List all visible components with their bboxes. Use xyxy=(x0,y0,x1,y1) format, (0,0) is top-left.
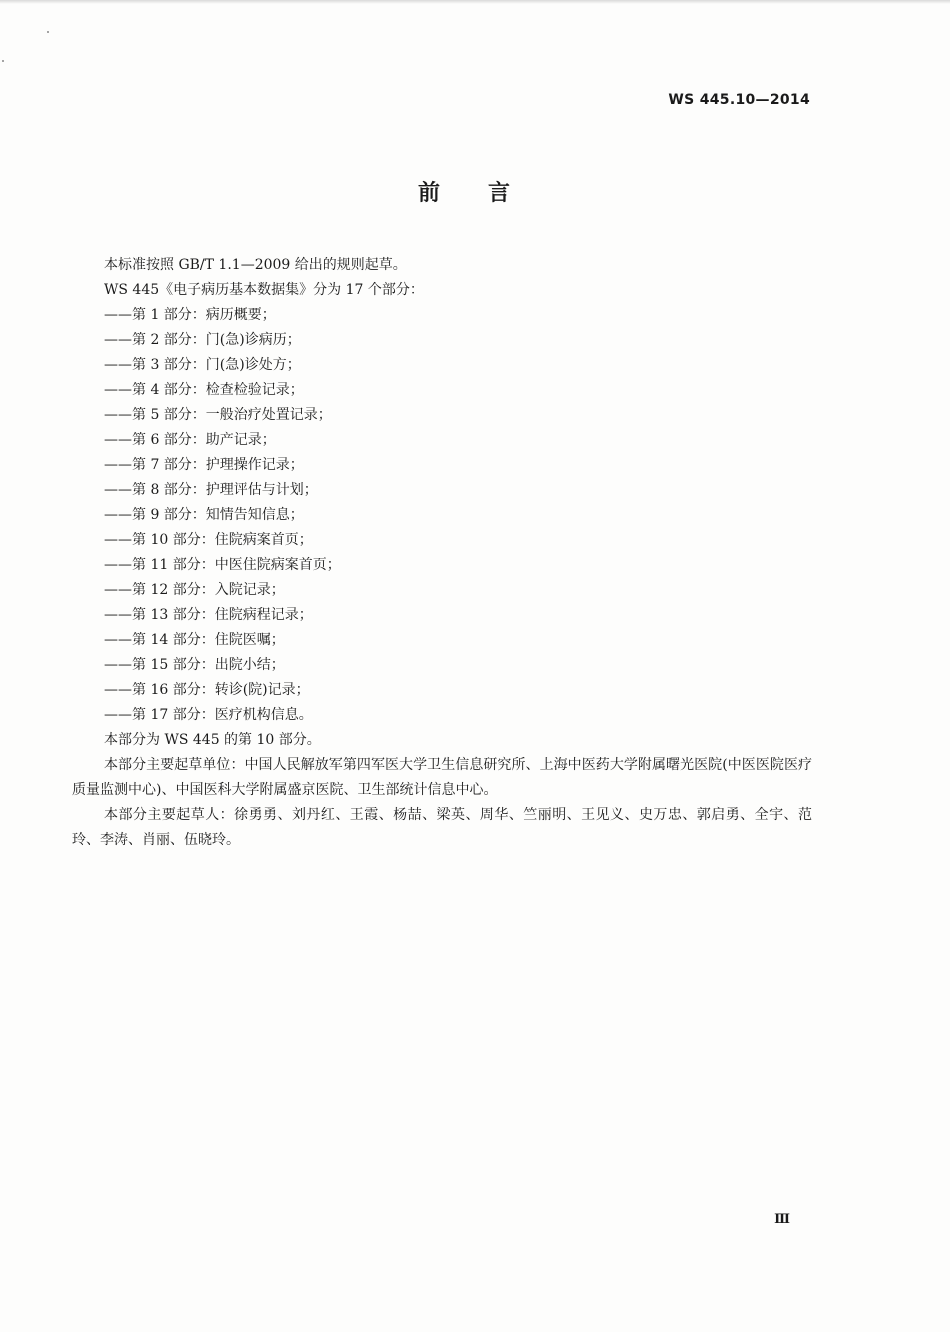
parts-list xyxy=(72,303,812,728)
page-title: 前言 xyxy=(417,181,558,206)
part-number-paragraph: 本部分为 WS 445 的第 10 部分。 xyxy=(104,732,321,748)
drafting-rule-paragraph: 本标准按照 GB/T 1.1—2009 给出的规则起草。 xyxy=(104,257,407,273)
list-item: ——第 8 部分：护理评估与计划； xyxy=(104,482,318,498)
list-item: ——第 9 部分：知情告知信息； xyxy=(104,507,304,523)
drafters-paragraph: 本部分主要起草人：徐勇勇、刘丹红、王霞、杨喆、梁英、周华、竺丽明、王见义、史万忠、郭启勇、全宇、范玲、李涛、肖丽、伍晓玲。 xyxy=(72,807,812,848)
standard-number: WS 445.10—2014 xyxy=(668,92,810,108)
list-item: ——第 11 部分：中医住院病案首页； xyxy=(104,557,341,573)
list-item: ——第 12 部分：入院记录； xyxy=(104,582,285,598)
list-item: ——第 2 部分：门(急)诊病历； xyxy=(104,332,301,348)
list-item: ——第 4 部分：检查检验记录； xyxy=(104,382,304,398)
list-item: ——第 3 部分：门(急)诊处方； xyxy=(104,357,301,373)
list-item: ——第 7 部分：护理操作记录； xyxy=(104,457,304,473)
list-item: ——第 5 部分：一般治疗处置记录； xyxy=(104,407,332,423)
scan-speck xyxy=(2,60,4,62)
list-item: ——第 16 部分：转诊(院)记录； xyxy=(104,682,310,698)
list-item: ——第 15 部分：出院小结； xyxy=(104,657,285,673)
foreword-body xyxy=(72,253,812,853)
list-item: ——第 17 部分：医疗机构信息。 xyxy=(104,707,313,723)
list-item: ——第 6 部分：助产记录； xyxy=(104,432,276,448)
list-item: ——第 13 部分：住院病程记录； xyxy=(104,607,313,623)
drafting-units-paragraph: 本部分主要起草单位：中国人民解放军第四军医大学卫生信息研究所、上海中医药大学附属曙光医院(中医医院医疗质量监测中心)、中国医科大学附属盛京医院、卫生部统计信息中心。 xyxy=(72,757,812,798)
parts-intro-paragraph: WS 445《电子病历基本数据集》分为 17 个部分： xyxy=(104,282,424,298)
list-item: ——第 14 部分：住院医嘱； xyxy=(104,632,285,648)
list-item: ——第 10 部分：住院病案首页； xyxy=(104,532,313,548)
scan-speck xyxy=(47,31,49,33)
scan-top-edge xyxy=(0,0,950,4)
page-number: Ⅲ xyxy=(774,1212,790,1227)
list-item: ——第 1 部分：病历概要； xyxy=(104,307,276,323)
